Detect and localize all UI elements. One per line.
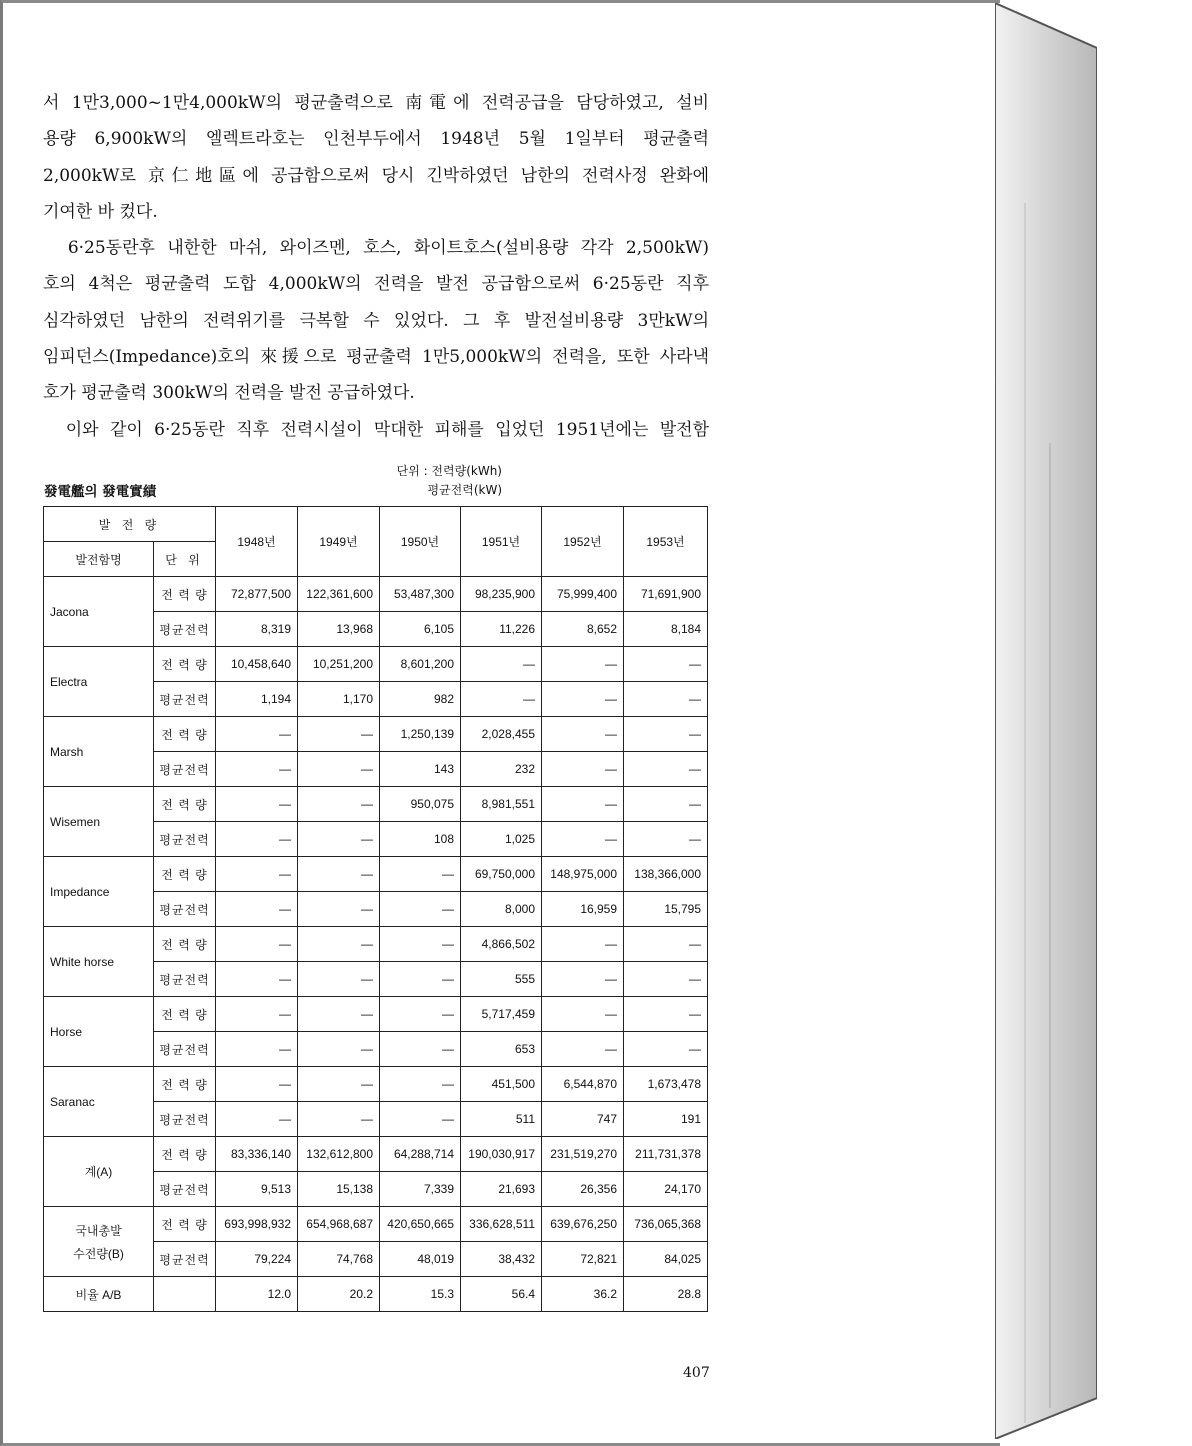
unit-label: 전 력 량 xyxy=(154,857,216,892)
data-cell: — xyxy=(542,647,624,682)
data-cell: — xyxy=(624,822,708,857)
ratio-cell: 12.0 xyxy=(216,1277,298,1312)
header-ship-name: 발전함명 xyxy=(44,542,154,577)
ratio-cell: 15.3 xyxy=(380,1277,461,1312)
unit-label: 평균전력 xyxy=(154,1102,216,1137)
body-line: 임피던스(Impedance)호의 來援으로 평균출력 1만5,000kW의 전력을, 또한 사라낵 xyxy=(43,347,709,368)
data-cell: — xyxy=(216,857,298,892)
data-cell: 15,795 xyxy=(624,892,708,927)
ship-name-line: 수전량(B) xyxy=(73,1246,124,1261)
data-cell: 10,458,640 xyxy=(216,647,298,682)
data-cell: — xyxy=(380,997,461,1032)
data-cell: — xyxy=(542,927,624,962)
ship-name: Saranac xyxy=(44,1067,154,1137)
data-cell: 6,544,870 xyxy=(542,1067,624,1102)
data-cell: 84,025 xyxy=(624,1242,708,1277)
data-cell: 191 xyxy=(624,1102,708,1137)
data-cell: 420,650,665 xyxy=(380,1207,461,1242)
year-header: 1951년 xyxy=(461,507,542,577)
ship-name: Electra xyxy=(44,647,154,717)
data-cell: — xyxy=(542,682,624,717)
data-cell: 4,866,502 xyxy=(461,927,542,962)
ship-name: White horse xyxy=(44,927,154,997)
data-cell: — xyxy=(298,752,380,787)
data-cell: 232 xyxy=(461,752,542,787)
data-cell: — xyxy=(216,892,298,927)
ship-name xyxy=(44,1207,154,1277)
empty-cell xyxy=(154,1277,216,1312)
table-row xyxy=(44,927,708,962)
data-cell: 15,138 xyxy=(298,1172,380,1207)
data-cell: — xyxy=(380,927,461,962)
data-cell: — xyxy=(461,682,542,717)
data-cell: 190,030,917 xyxy=(461,1137,542,1172)
header-unit: 단 위 xyxy=(154,542,216,577)
data-cell: — xyxy=(216,962,298,997)
data-cell: — xyxy=(298,892,380,927)
data-cell: 747 xyxy=(542,1102,624,1137)
data-cell: 72,877,500 xyxy=(216,577,298,612)
unit-label: 전 력 량 xyxy=(154,927,216,962)
ratio-label: 비율 A/B xyxy=(44,1277,154,1312)
body-line: 서 1만3,000~1만4,000kW의 평균출력으로 南電에 전력공급을 담당하였고, 설비 xyxy=(43,93,709,113)
data-cell: 75,999,400 xyxy=(542,577,624,612)
unit-energy-note: 단위 : 전력량(kWh) xyxy=(396,464,502,478)
ship-name: Impedance xyxy=(44,857,154,927)
data-cell: 148,975,000 xyxy=(542,857,624,892)
ship-name: Wisemen xyxy=(44,787,154,857)
data-cell: — xyxy=(298,822,380,857)
unit-label: 평균전력 xyxy=(154,962,216,997)
data-cell: 83,336,140 xyxy=(216,1137,298,1172)
data-cell: 53,487,300 xyxy=(380,577,461,612)
data-cell: 8,000 xyxy=(461,892,542,927)
ratio-cell: 36.2 xyxy=(542,1277,624,1312)
data-cell: 21,693 xyxy=(461,1172,542,1207)
data-cell: — xyxy=(542,752,624,787)
data-cell: 1,194 xyxy=(216,682,298,717)
data-cell: — xyxy=(380,1032,461,1067)
data-cell: — xyxy=(216,822,298,857)
table-title: 發電艦의 發電實績 xyxy=(44,484,157,500)
ship-name-line: 국내총발 xyxy=(75,1223,122,1238)
ratio-cell: 20.2 xyxy=(298,1277,380,1312)
year-header: 1948년 xyxy=(216,507,298,577)
data-cell: 1,250,139 xyxy=(380,717,461,752)
unit-label: 전 력 량 xyxy=(154,997,216,1032)
ship-name: Horse xyxy=(44,997,154,1067)
table-row xyxy=(44,1207,708,1242)
data-cell: 64,288,714 xyxy=(380,1137,461,1172)
data-cell: — xyxy=(624,927,708,962)
year-header: 1953년 xyxy=(624,507,708,577)
ratio-cell: 56.4 xyxy=(461,1277,542,1312)
unit-label: 평균전력 xyxy=(154,822,216,857)
data-cell: — xyxy=(216,787,298,822)
data-cell: 69,750,000 xyxy=(461,857,542,892)
data-cell: — xyxy=(624,1032,708,1067)
data-cell: 48,019 xyxy=(380,1242,461,1277)
data-cell: 2,028,455 xyxy=(461,717,542,752)
header-row xyxy=(44,507,708,542)
data-cell: 653 xyxy=(461,1032,542,1067)
data-cell: — xyxy=(542,962,624,997)
data-cell: 74,768 xyxy=(298,1242,380,1277)
data-cell: — xyxy=(298,1102,380,1137)
data-cell: — xyxy=(380,892,461,927)
data-cell: — xyxy=(216,1067,298,1102)
data-cell: 950,075 xyxy=(380,787,461,822)
data-cell: 8,652 xyxy=(542,612,624,647)
data-cell: — xyxy=(298,1032,380,1067)
body-line: 6·25동란후 내한한 마쉬, 와이즈멘, 호스, 화이트호스(설비용량 각각 2,500kW) xyxy=(43,238,709,259)
unit-label: 전 력 량 xyxy=(154,787,216,822)
data-cell: — xyxy=(216,1102,298,1137)
unit-label: 평균전력 xyxy=(154,612,216,647)
data-cell: 336,628,511 xyxy=(461,1207,542,1242)
body-line: 용량 6,900kW의 엘렉트라호는 인천부두에서 1948년 5월 1일부터 평균출력 xyxy=(43,129,709,150)
data-cell: — xyxy=(624,997,708,1032)
data-cell: 11,226 xyxy=(461,612,542,647)
data-cell: — xyxy=(380,1067,461,1102)
table-row xyxy=(44,1067,708,1102)
data-cell: 5,717,459 xyxy=(461,997,542,1032)
data-cell: 8,184 xyxy=(624,612,708,647)
data-cell: — xyxy=(542,997,624,1032)
unit-label: 평균전력 xyxy=(154,752,216,787)
data-cell: 511 xyxy=(461,1102,542,1137)
data-cell: 26,356 xyxy=(542,1172,624,1207)
data-cell: 132,612,800 xyxy=(298,1137,380,1172)
unit-label: 전 력 량 xyxy=(154,1207,216,1242)
data-cell: 982 xyxy=(380,682,461,717)
unit-label: 전 력 량 xyxy=(154,1067,216,1102)
table-row xyxy=(44,787,708,822)
table-units xyxy=(397,462,502,500)
data-cell: 98,235,900 xyxy=(461,577,542,612)
unit-label: 평균전력 xyxy=(154,1032,216,1067)
data-cell: 211,731,378 xyxy=(624,1137,708,1172)
data-cell: 231,519,270 xyxy=(542,1137,624,1172)
data-cell: — xyxy=(380,857,461,892)
data-cell: — xyxy=(624,717,708,752)
data-cell: 143 xyxy=(380,752,461,787)
body-text xyxy=(43,85,709,448)
data-cell: 9,513 xyxy=(216,1172,298,1207)
table-row xyxy=(44,857,708,892)
data-cell: — xyxy=(624,647,708,682)
unit-label: 전 력 량 xyxy=(154,717,216,752)
data-cell: 6,105 xyxy=(380,612,461,647)
table-row xyxy=(44,577,708,612)
unit-label: 전 력 량 xyxy=(154,577,216,612)
data-cell: 122,361,600 xyxy=(298,577,380,612)
body-line: 기여한 바 컸다. xyxy=(43,201,158,222)
data-cell: 7,339 xyxy=(380,1172,461,1207)
data-cell: 736,065,368 xyxy=(624,1207,708,1242)
table-row xyxy=(44,647,708,682)
ship-name: Jacona xyxy=(44,577,154,647)
table-row xyxy=(44,1137,708,1172)
data-cell: — xyxy=(216,1032,298,1067)
unit-label: 평균전력 xyxy=(154,682,216,717)
body-line: 이와 같이 6·25동란 직후 전력시설이 막대한 피해를 입었던 1951년에는 발전함 xyxy=(43,419,709,440)
data-cell: 1,170 xyxy=(298,682,380,717)
data-cell: — xyxy=(298,717,380,752)
data-cell: — xyxy=(216,927,298,962)
data-cell: — xyxy=(298,857,380,892)
data-cell: — xyxy=(380,962,461,997)
table-row xyxy=(44,717,708,752)
data-cell: 555 xyxy=(461,962,542,997)
data-cell: 71,691,900 xyxy=(624,577,708,612)
body-line: 호가 평균출력 300kW의 전력을 발전 공급하였다. xyxy=(43,383,415,404)
data-cell: — xyxy=(624,962,708,997)
data-cell: 108 xyxy=(380,822,461,857)
data-cell: 1,025 xyxy=(461,822,542,857)
data-cell: 654,968,687 xyxy=(298,1207,380,1242)
body-line: 2,000kW로 京仁地區에 공급함으로써 당시 긴박하였던 남한의 전력사정 완화에 xyxy=(43,165,709,186)
unit-label: 평균전력 xyxy=(154,1242,216,1277)
ratio-row xyxy=(44,1277,708,1312)
data-cell: 79,224 xyxy=(216,1242,298,1277)
page-number: 407 xyxy=(683,1365,710,1381)
data-cell: — xyxy=(542,822,624,857)
data-cell: — xyxy=(298,997,380,1032)
data-cell: 451,500 xyxy=(461,1067,542,1102)
data-cell: — xyxy=(461,647,542,682)
generation-table xyxy=(43,506,708,1312)
data-cell: 13,968 xyxy=(298,612,380,647)
year-header: 1952년 xyxy=(542,507,624,577)
data-cell: 8,981,551 xyxy=(461,787,542,822)
data-cell: 38,432 xyxy=(461,1242,542,1277)
data-cell: 1,673,478 xyxy=(624,1067,708,1102)
unit-label: 전 력 량 xyxy=(154,1137,216,1172)
table-row xyxy=(44,997,708,1032)
data-cell: — xyxy=(542,717,624,752)
unit-label: 전 력 량 xyxy=(154,647,216,682)
data-cell: 24,170 xyxy=(624,1172,708,1207)
data-cell: — xyxy=(298,927,380,962)
data-cell: — xyxy=(542,787,624,822)
data-cell: 8,601,200 xyxy=(380,647,461,682)
body-line: 호의 4척은 평균출력 도합 4,000kW의 전력을 발전 공급함으로써 6·25동란 직후 xyxy=(43,274,709,295)
data-cell: — xyxy=(216,997,298,1032)
data-cell: — xyxy=(216,752,298,787)
data-cell: 8,319 xyxy=(216,612,298,647)
year-header: 1950년 xyxy=(380,507,461,577)
book-edge-shading xyxy=(995,3,1097,1439)
data-cell: 10,251,200 xyxy=(298,647,380,682)
data-cell: 72,821 xyxy=(542,1242,624,1277)
data-cell: — xyxy=(216,717,298,752)
data-cell: 16,959 xyxy=(542,892,624,927)
unit-label: 평균전력 xyxy=(154,892,216,927)
data-cell: 693,998,932 xyxy=(216,1207,298,1242)
data-cell: — xyxy=(624,752,708,787)
data-cell: 138,366,000 xyxy=(624,857,708,892)
data-cell: — xyxy=(624,682,708,717)
data-cell: — xyxy=(542,1032,624,1067)
unit-power-note: 평균전력(kW) xyxy=(427,483,502,497)
data-cell: — xyxy=(298,962,380,997)
ratio-cell: 28.8 xyxy=(624,1277,708,1312)
year-header: 1949년 xyxy=(298,507,380,577)
data-cell: — xyxy=(298,1067,380,1102)
data-cell: — xyxy=(380,1102,461,1137)
body-line: 심각하였던 남한의 전력위기를 극복할 수 있었다. 그 후 발전설비용량 3만kW의 xyxy=(43,310,709,331)
header-generation: 발 전 량 xyxy=(44,507,216,542)
ship-name: 계(A) xyxy=(44,1137,154,1207)
ship-name: Marsh xyxy=(44,717,154,787)
data-cell: — xyxy=(624,787,708,822)
data-cell: — xyxy=(298,787,380,822)
unit-label: 평균전력 xyxy=(154,1172,216,1207)
data-cell: 639,676,250 xyxy=(542,1207,624,1242)
